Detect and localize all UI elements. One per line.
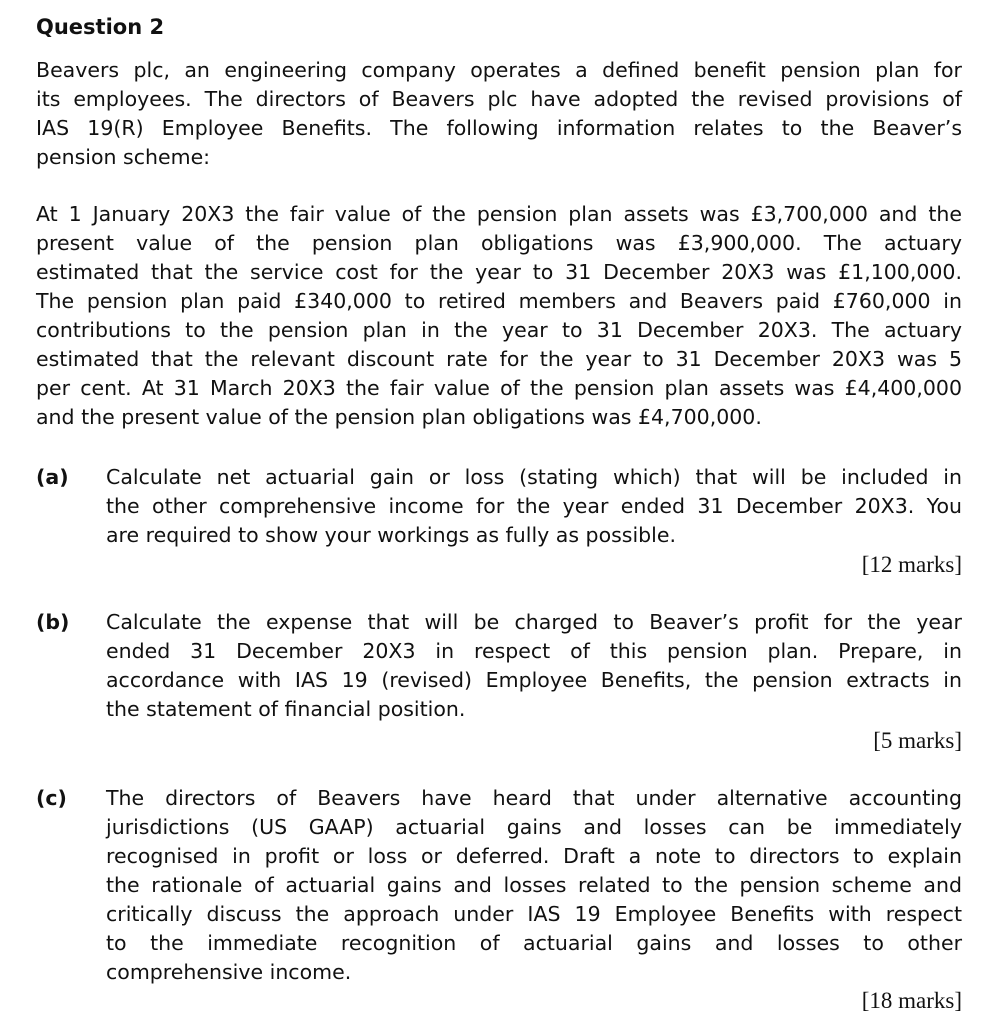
text-line: comprehensive income. [106, 960, 352, 984]
question-title: Question 2 [36, 15, 165, 39]
text-line: are required to show your workings as fully as possible. [106, 523, 677, 547]
text-line: critically discuss the approach under IAS 19 Employee Benefits with respect [106, 902, 962, 926]
part-c-text [106, 784, 962, 987]
facts-paragraph [36, 200, 962, 432]
text-line: pension scheme: [36, 145, 211, 169]
part-b-text [106, 608, 962, 724]
part-c-label: (c) [36, 786, 67, 810]
part-a-text [106, 463, 962, 550]
text-line: the statement of financial position. [106, 697, 466, 721]
text-line: accordance with IAS 19 (revised) Employee Benefits, the pension extracts in [106, 668, 962, 692]
part-a-marks: [12 marks] [861, 552, 962, 577]
text-line: Calculate the expense that will be charged to Beaver’s profit for the year [106, 610, 962, 634]
part-a-label: (a) [36, 465, 69, 489]
part-b-label: (b) [36, 610, 70, 634]
part-b-marks: [5 marks] [873, 728, 962, 753]
text-line: Beavers plc, an engineering company operates a defined benefit pension plan for [36, 58, 962, 82]
text-line: present value of the pension plan obligations was £3,900,000. The actuary [36, 231, 962, 255]
text-line: the other comprehensive income for the year ended 31 December 20X3. You [106, 494, 962, 518]
part-c-marks: [18 marks] [861, 988, 962, 1013]
text-line: IAS 19(R) Employee Benefits. The following information relates to the Beaver’s [36, 116, 962, 140]
text-line: estimated that the relevant discount rate for the year to 31 December 20X3 was 5 [36, 347, 962, 371]
text-line: The directors of Beavers have heard that under alternative accounting [106, 786, 962, 810]
text-line: Calculate net actuarial gain or loss (stating which) that will be included in [106, 465, 962, 489]
intro-paragraph [36, 56, 962, 172]
text-line: The pension plan paid £340,000 to retired members and Beavers paid £760,000 in [36, 289, 962, 313]
text-line: its employees. The directors of Beavers plc have adopted the revised provisions of [36, 87, 962, 111]
text-line: and the present value of the pension plan obligations was £4,700,000. [36, 405, 762, 429]
text-line: the rationale of actuarial gains and losses related to the pension scheme and [106, 873, 962, 897]
text-line: estimated that the service cost for the year to 31 December 20X3 was £1,100,000. [36, 260, 962, 284]
text-line: per cent. At 31 March 20X3 the fair value of the pension plan assets was £4,400,000 [36, 376, 962, 400]
text-line: to the immediate recognition of actuarial gains and losses to other [106, 931, 962, 955]
text-line: At 1 January 20X3 the fair value of the pension plan assets was £3,700,000 and the [36, 202, 962, 226]
text-line: recognised in profit or loss or deferred. Draft a note to directors to explain [106, 844, 962, 868]
text-line: contributions to the pension plan in the year to 31 December 20X3. The actuary [36, 318, 962, 342]
text-line: ended 31 December 20X3 in respect of this pension plan. Prepare, in [106, 639, 962, 663]
text-line: jurisdictions (US GAAP) actuarial gains and losses can be immediately [106, 815, 962, 839]
